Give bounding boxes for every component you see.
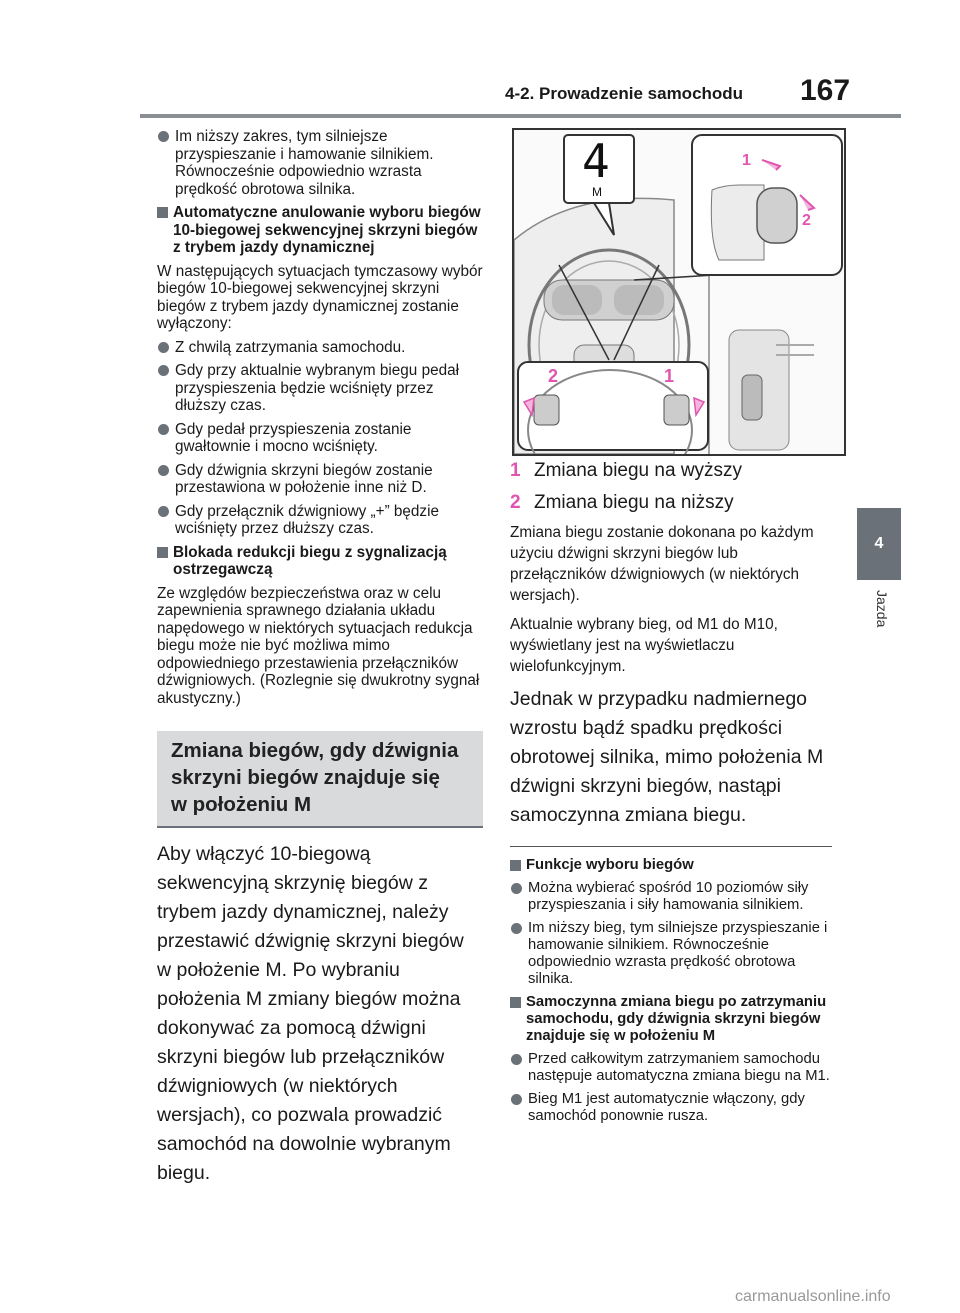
callout-1-label: 1 [742, 152, 751, 169]
chapter-number: 4 [874, 535, 884, 552]
list-item: Bieg M1 jest automatycznie włączony, gdy samochód ponownie rusza. [510, 1091, 832, 1125]
paddle-left-label: 2 [548, 366, 559, 386]
chapter-label: Jazda [874, 590, 890, 628]
list-item: Gdy pedał przyspieszenia zostanie gwałtownie i mocno wciśnięty. [157, 421, 483, 456]
right-column [510, 458, 832, 1131]
section-heading-line: skrzyni biegów znajduje się [171, 766, 440, 789]
legend-text: Zmiana biegu na niższy [534, 492, 734, 513]
gear-display-digit: 4 [582, 134, 610, 188]
page-number: 167 [800, 74, 851, 107]
list-item: Gdy dźwignia skrzyni biegów zostanie przestawiona w położenie inne niż D. [157, 462, 483, 497]
gear-display-mode: M [592, 185, 602, 199]
subheading: Automatyczne anulowanie wyboru biegów 10-biegowej sekwencyjnej skrzyni biegów z trybem jazdy dynamicznej [157, 204, 483, 257]
list-item: Im niższy zakres, tym silniejsze przyspieszanie i hamowanie silnikiem. Równocześnie odpowiednio wzrasta prędkość obrotowa silnika. [157, 128, 483, 198]
subheading: Funkcje wyboru biegów [510, 857, 832, 874]
paragraph: Ze względów bezpieczeństwa oraz w celu zapewnienia sprawnego działania układu napędowego w niektórych sytuacjach redukcja biegu może nie być możliwa mimo odpowiedniego przestawienia przełączników dźwigniowych. (Rozlegnie się dwukrotny sygnał akustyczny.) [157, 584, 480, 707]
subheading: Samoczynna zmiana biegu po zatrzymaniu samochodu, gdy dźwignia skrzyni biegów znajduje się w położeniu M [510, 994, 832, 1045]
paragraph: Zmiana biegu zostanie dokonana po każdym użyciu dźwigni skrzyni biegów lub przełączników dźwigniowych (w niektórych wersjach). [510, 524, 814, 604]
list-item: Z chwilą zatrzymania samochodu. [157, 339, 483, 357]
header-title: 4-2. Prowadzenie samochodu [505, 84, 744, 103]
section-heading-line: w położeniu M [171, 793, 312, 816]
subheading: Blokada redukcji biegu z sygnalizacją ostrzegawczą [157, 544, 483, 579]
legend-item [510, 490, 832, 516]
list-item: Przed całkowitym zatrzymaniem samochodu następuje automatyczna zmiana biegu na M1. [510, 1051, 832, 1085]
list-item: Można wybierać spośród 10 poziomów siły przyspieszania i siły hamowania silnikiem. [510, 880, 832, 914]
paragraph: Aktualnie wybrany bieg, od M1 do M10, wyświetlany jest na wyświetlaczu wielofunkcyjnym. [510, 616, 778, 675]
paragraph: W następujących sytuacjach tymczasowy wybór biegów 10-biegowej sekwencyjnej skrzyni biegów z trybem jazdy dynamicznej zostanie wyłączony: [157, 262, 483, 332]
list-item: Im niższy bieg, tym silniejsze przyspieszanie i hamowanie silnikiem. Równocześnie odpowiednio wzrasta prędkość obrotowa silnika. [510, 920, 832, 988]
section-heading-line: Zmiana biegów, gdy dźwignia [171, 739, 459, 762]
shift-illustration [512, 128, 846, 456]
legend-item [510, 458, 832, 484]
legend-number: 2 [510, 492, 521, 513]
header-rule [140, 114, 901, 118]
left-column [157, 128, 483, 1188]
legend-text: Zmiana biegu na wyższy [534, 460, 743, 481]
watermark: carmanualsonline.info [735, 1288, 891, 1305]
dashboard-drawing [514, 130, 844, 454]
paragraph: Aby włączyć 10-biegową sekwencyjną skrzynię biegów z trybem jazdy dynamicznej, należy przestawić dźwignię skrzyni biegów w położenie M. Po wybraniu położenia M zmiany biegów można dokonywać za pomocą dźwigni skrzyni biegów lub przełączników dźwigniowych (w niektórych wersjach), co pozwala prowadzić samochód na dowolnie wybranym biegu. [157, 843, 464, 1184]
list-item: Gdy przy aktualnie wybranym biegu pedał przyspieszenia będzie wciśnięty przez dłuższy czas. [157, 362, 483, 415]
divider [510, 846, 832, 847]
paragraph: Jednak w przypadku nadmiernego wzrostu bądź spadku prędkości obrotowej silnika, mimo położenia M dźwigni skrzyni biegów, nastąpi samoczynna zmiana biegu. [510, 688, 824, 826]
paddle-right-label: 1 [664, 366, 675, 386]
chapter-tab[interactable] [857, 508, 901, 580]
legend-number: 1 [510, 460, 521, 481]
callout-2-label: 2 [802, 212, 811, 229]
list-item: Gdy przełącznik dźwigniowy „+” będzie wciśnięty przez dłuższy czas. [157, 503, 483, 538]
section-heading [157, 731, 483, 828]
